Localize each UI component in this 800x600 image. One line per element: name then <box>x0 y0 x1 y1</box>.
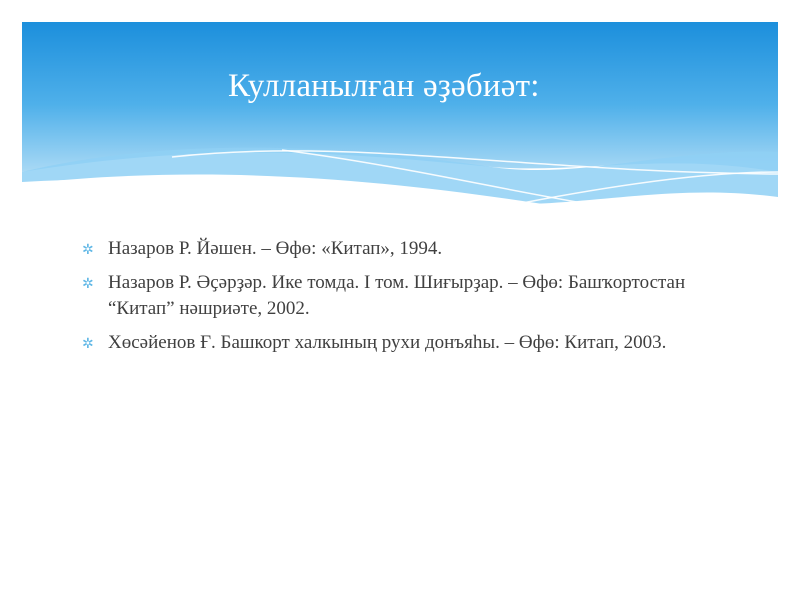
reference-text: Хөсәйенов Ғ. Башкорт халкының рухи донъяһы. – Өфө: Китап, 2003. <box>108 332 667 353</box>
reference-text: Назаров Р. Әҫәрҙәр. Ике томда. I том. Шиғырҙар. – Өфө: Башҡортостан “Китап” нәшриәте, 2002. <box>108 272 686 319</box>
asterisk-icon: ✲ <box>82 276 94 292</box>
wave-background <box>22 22 778 222</box>
list-item <box>82 270 702 322</box>
list-item <box>82 236 702 262</box>
header-banner <box>22 22 778 222</box>
asterisk-icon: ✲ <box>82 242 94 258</box>
reference-text: Назаров Р. Йәшен. – Өфө: «Китап», 1994. <box>108 238 443 259</box>
asterisk-icon: ✲ <box>82 336 94 352</box>
references-list <box>82 236 702 364</box>
list-item <box>82 330 702 356</box>
slide-title: Кулланылған әҙәбиәт: <box>228 68 540 104</box>
